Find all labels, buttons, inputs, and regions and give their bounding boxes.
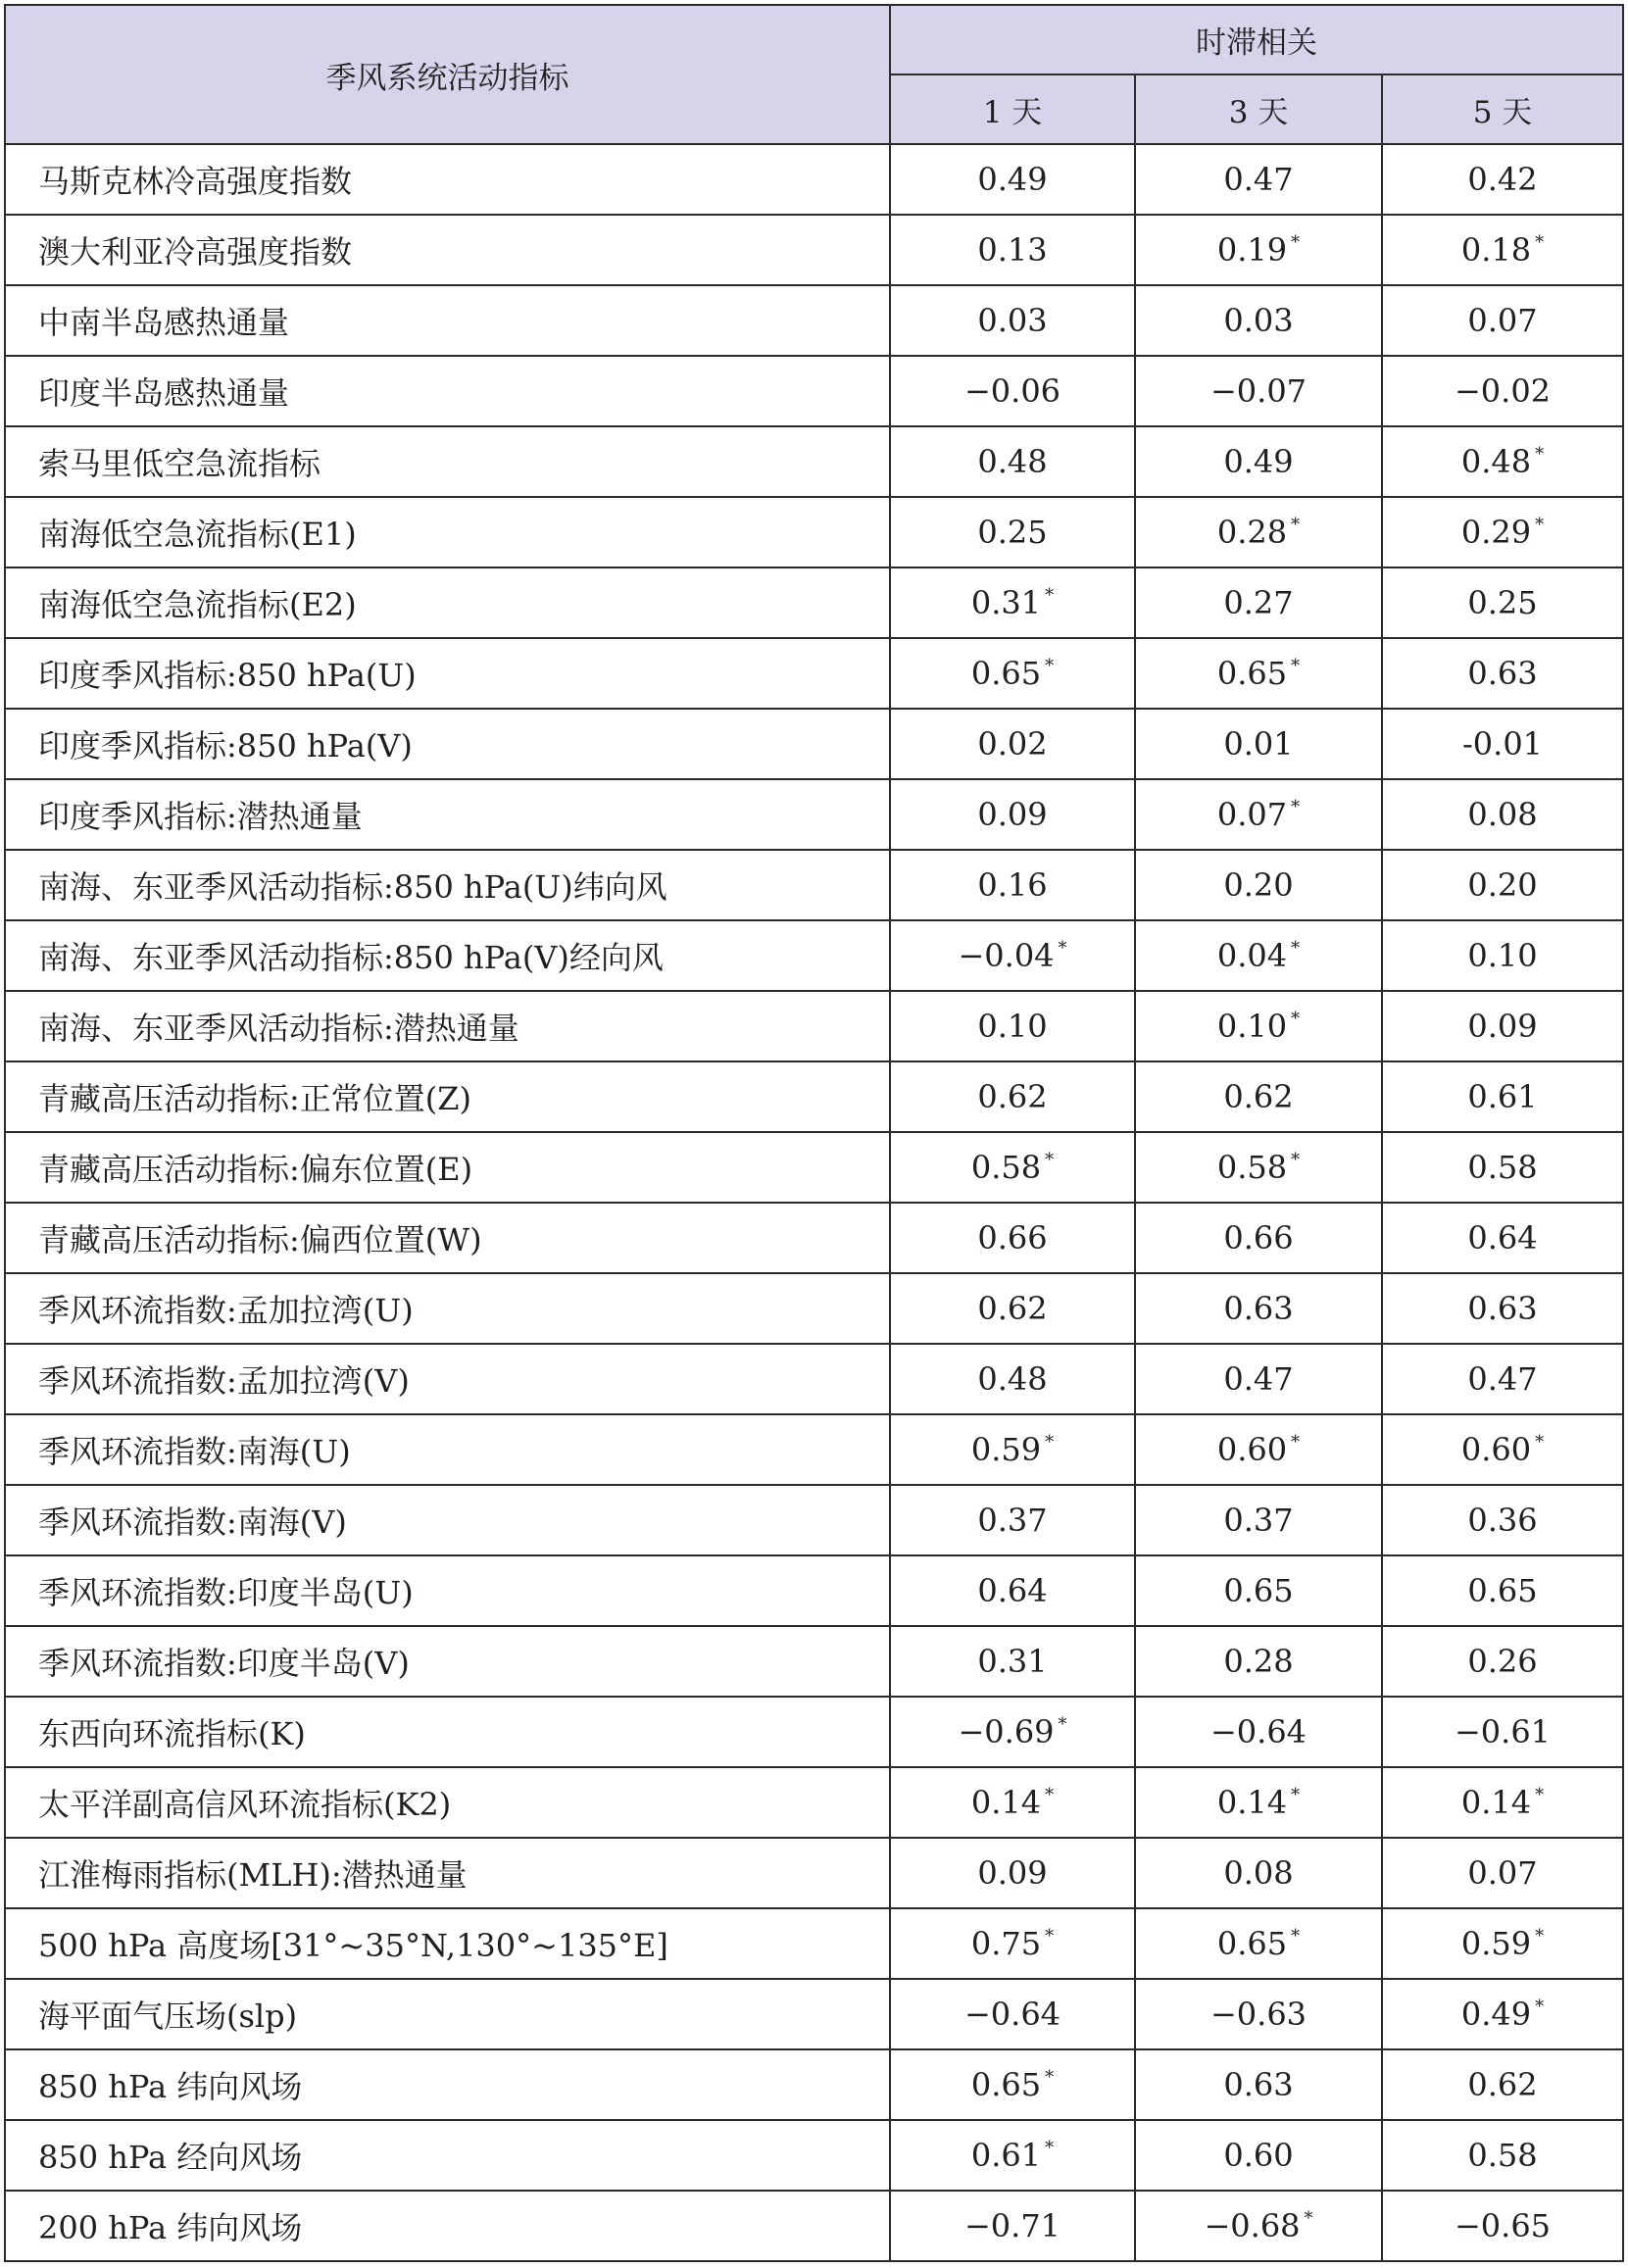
indicator-label: 南海低空急流指标(E2) bbox=[5, 567, 890, 638]
indicator-label: 季风环流指数:印度半岛(V) bbox=[5, 1626, 890, 1697]
correlation-value: −0.02 bbox=[1454, 372, 1552, 410]
indicator-label: 500 hPa 高度场[31°~35°N,130°~135°E] bbox=[5, 1908, 890, 1979]
correlation-cell bbox=[890, 2049, 1135, 2120]
correlation-value: 0.28 bbox=[1216, 514, 1288, 551]
correlation-cell bbox=[890, 709, 1135, 779]
correlation-cell bbox=[1135, 2191, 1382, 2261]
correlation-cell bbox=[890, 497, 1135, 567]
correlation-value: 0.09 bbox=[977, 1854, 1048, 1892]
indicator-label: 季风环流指数:印度半岛(U) bbox=[5, 1555, 890, 1626]
correlation-value: 0.47 bbox=[1223, 1360, 1294, 1398]
lag-group-header: 时滞相关 bbox=[890, 5, 1623, 74]
table-row bbox=[5, 2049, 1623, 2120]
correlation-cell bbox=[1135, 638, 1382, 709]
correlation-cell bbox=[1382, 426, 1623, 497]
indicator-label: 澳大利亚冷高强度指数 bbox=[5, 215, 890, 285]
correlation-cell bbox=[890, 1273, 1135, 1344]
correlation-cell bbox=[1135, 2049, 1382, 2120]
significance-marker: * bbox=[1045, 2067, 1055, 2088]
correlation-value: 0.58 bbox=[1467, 2137, 1538, 2174]
correlation-cell bbox=[1135, 497, 1382, 567]
indicator-label: 印度半岛感热通量 bbox=[5, 356, 890, 426]
correlation-cell bbox=[1135, 850, 1382, 920]
correlation-cell bbox=[1382, 638, 1623, 709]
correlation-value: −0.68 bbox=[1204, 2207, 1301, 2244]
correlation-cell bbox=[1382, 1626, 1623, 1697]
correlation-value: 0.75 bbox=[970, 1925, 1042, 1962]
correlation-value: 0.19 bbox=[1216, 231, 1288, 269]
table-row bbox=[5, 638, 1623, 709]
correlation-cell bbox=[1382, 1414, 1623, 1485]
correlation-cell bbox=[1382, 1132, 1623, 1203]
correlation-cell bbox=[1382, 285, 1623, 356]
indicator-label: 南海、东亚季风活动指标:850 hPa(V)经向风 bbox=[5, 920, 890, 991]
correlation-value: 0.10 bbox=[1467, 937, 1538, 974]
table-row bbox=[5, 850, 1623, 920]
significance-marker: * bbox=[1291, 1785, 1301, 1805]
significance-marker: * bbox=[1291, 1432, 1301, 1453]
indicator-column-header: 季风系统活动指标 bbox=[5, 5, 890, 144]
correlation-value: 0.64 bbox=[1467, 1219, 1538, 1257]
correlation-cell bbox=[890, 1061, 1135, 1132]
correlation-value: 0.49 bbox=[1460, 1996, 1532, 2033]
correlation-cell bbox=[1135, 1485, 1382, 1555]
correlation-cell bbox=[890, 1485, 1135, 1555]
correlation-value: 0.63 bbox=[1223, 1290, 1294, 1327]
correlation-value: 0.49 bbox=[977, 161, 1048, 198]
significance-marker: * bbox=[1045, 656, 1055, 676]
correlation-cell bbox=[1382, 1979, 1623, 2049]
indicator-label: 马斯克林冷高强度指数 bbox=[5, 144, 890, 215]
correlation-cell bbox=[1135, 356, 1382, 426]
correlation-value: 0.47 bbox=[1223, 161, 1294, 198]
correlation-value: 0.58 bbox=[970, 1149, 1042, 1186]
correlation-cell bbox=[890, 1767, 1135, 1838]
correlation-cell bbox=[1135, 144, 1382, 215]
correlation-value: 0.25 bbox=[1467, 584, 1538, 621]
indicator-label: 江淮梅雨指标(MLH):潜热通量 bbox=[5, 1838, 890, 1908]
correlation-cell bbox=[1382, 1203, 1623, 1273]
correlation-cell bbox=[1135, 920, 1382, 991]
correlation-cell bbox=[890, 1697, 1135, 1767]
correlation-cell bbox=[1382, 567, 1623, 638]
indicator-label: 850 hPa 纬向风场 bbox=[5, 2049, 890, 2120]
correlation-cell bbox=[1382, 850, 1623, 920]
significance-marker: * bbox=[1535, 232, 1545, 253]
table-row bbox=[5, 1414, 1623, 1485]
lag-3-day-header: 3 天 bbox=[1135, 74, 1382, 144]
correlation-cell bbox=[890, 1414, 1135, 1485]
correlation-cell bbox=[890, 285, 1135, 356]
correlation-value: 0.60 bbox=[1223, 2137, 1294, 2174]
correlation-value: 0.31 bbox=[977, 1643, 1048, 1680]
correlation-value: 0.64 bbox=[977, 1572, 1048, 1609]
significance-marker: * bbox=[1291, 797, 1301, 817]
significance-marker: * bbox=[1045, 2138, 1055, 2158]
significance-marker: * bbox=[1535, 1997, 1545, 2017]
correlation-value: −0.65 bbox=[1454, 2207, 1552, 2244]
table-row bbox=[5, 1697, 1623, 1767]
indicator-label: 青藏高压活动指标:偏东位置(E) bbox=[5, 1132, 890, 1203]
correlation-cell bbox=[1382, 215, 1623, 285]
indicator-label: 青藏高压活动指标:正常位置(Z) bbox=[5, 1061, 890, 1132]
correlation-value: 0.09 bbox=[1467, 1008, 1538, 1045]
correlation-value: 0.48 bbox=[977, 1360, 1048, 1398]
correlation-value: 0.66 bbox=[977, 1219, 1048, 1257]
correlation-value: 0.16 bbox=[977, 866, 1048, 904]
significance-marker: * bbox=[1304, 2208, 1313, 2229]
significance-marker: * bbox=[1291, 938, 1301, 959]
indicator-label: 季风环流指数:孟加拉湾(V) bbox=[5, 1344, 890, 1414]
table-row bbox=[5, 2120, 1623, 2191]
correlation-cell bbox=[1135, 426, 1382, 497]
table-header bbox=[5, 5, 1623, 144]
table-row bbox=[5, 1061, 1623, 1132]
correlation-value: 0.20 bbox=[1223, 866, 1294, 904]
correlation-cell bbox=[1135, 1555, 1382, 1626]
significance-marker: * bbox=[1291, 1009, 1301, 1029]
correlation-cell bbox=[1135, 1908, 1382, 1979]
correlation-cell bbox=[890, 1908, 1135, 1979]
correlation-cell bbox=[1382, 1767, 1623, 1838]
table-body bbox=[5, 144, 1623, 2261]
table-row bbox=[5, 356, 1623, 426]
significance-marker: * bbox=[1045, 1150, 1055, 1170]
correlation-cell bbox=[1382, 920, 1623, 991]
table-row bbox=[5, 779, 1623, 850]
table-row bbox=[5, 1838, 1623, 1908]
table-row bbox=[5, 1203, 1623, 1273]
table-row bbox=[5, 144, 1623, 215]
correlation-cell bbox=[890, 144, 1135, 215]
indicator-label: 印度季风指标:850 hPa(U) bbox=[5, 638, 890, 709]
correlation-value: 0.65 bbox=[1216, 1925, 1288, 1962]
correlation-value: 0.66 bbox=[1223, 1219, 1294, 1257]
correlation-value: 0.62 bbox=[977, 1078, 1048, 1115]
correlation-cell bbox=[890, 991, 1135, 1061]
correlation-value: 0.29 bbox=[1460, 514, 1532, 551]
correlation-cell bbox=[890, 1203, 1135, 1273]
significance-marker: * bbox=[1045, 1432, 1055, 1453]
correlation-value: 0.59 bbox=[970, 1431, 1042, 1468]
indicator-label: 太平洋副高信风环流指标(K2) bbox=[5, 1767, 890, 1838]
table-row bbox=[5, 1344, 1623, 1414]
correlation-value: 0.07 bbox=[1467, 1854, 1538, 1892]
correlation-cell bbox=[1382, 2120, 1623, 2191]
correlation-cell bbox=[1382, 2191, 1623, 2261]
correlation-value: 0.09 bbox=[977, 796, 1048, 833]
table-row bbox=[5, 567, 1623, 638]
correlation-cell bbox=[1135, 2120, 1382, 2191]
correlation-value: 0.47 bbox=[1467, 1360, 1538, 1398]
correlation-cell bbox=[890, 1344, 1135, 1414]
correlation-cell bbox=[890, 1132, 1135, 1203]
correlation-value: 0.37 bbox=[977, 1502, 1048, 1539]
correlation-value: 0.10 bbox=[977, 1008, 1048, 1045]
correlation-cell bbox=[890, 1626, 1135, 1697]
table-row bbox=[5, 426, 1623, 497]
correlation-value: 0.07 bbox=[1216, 796, 1288, 833]
correlation-value: 0.08 bbox=[1467, 796, 1538, 833]
significance-marker: * bbox=[1291, 515, 1301, 535]
correlation-value: 0.02 bbox=[977, 725, 1048, 763]
correlation-value: 0.63 bbox=[1467, 1290, 1538, 1327]
indicator-label: 索马里低空急流指标 bbox=[5, 426, 890, 497]
correlation-cell bbox=[1382, 144, 1623, 215]
correlation-value: 0.60 bbox=[1216, 1431, 1288, 1468]
correlation-value: 0.62 bbox=[1467, 2066, 1538, 2103]
correlation-cell bbox=[1382, 1273, 1623, 1344]
correlation-value: 0.63 bbox=[1223, 2066, 1294, 2103]
table-row bbox=[5, 1908, 1623, 1979]
correlation-cell bbox=[890, 1555, 1135, 1626]
correlation-value: 0.01 bbox=[1223, 725, 1294, 763]
significance-marker: * bbox=[1058, 938, 1067, 959]
significance-marker: * bbox=[1535, 1432, 1545, 1453]
correlation-value: −0.71 bbox=[963, 2207, 1061, 2244]
correlation-cell bbox=[1135, 709, 1382, 779]
correlation-value: −0.06 bbox=[963, 372, 1061, 410]
correlation-value: 0.58 bbox=[1216, 1149, 1288, 1186]
correlation-value: 0.61 bbox=[970, 2137, 1042, 2174]
correlation-cell bbox=[890, 215, 1135, 285]
correlation-cell bbox=[1135, 1344, 1382, 1414]
indicator-label: 印度季风指标:潜热通量 bbox=[5, 779, 890, 850]
correlation-value: 0.42 bbox=[1467, 161, 1538, 198]
correlation-value: 0.61 bbox=[1467, 1078, 1538, 1115]
correlation-value: −0.69 bbox=[958, 1713, 1055, 1750]
indicator-label: 南海低空急流指标(E1) bbox=[5, 497, 890, 567]
correlation-value: 0.65 bbox=[1216, 655, 1288, 692]
correlation-cell bbox=[1135, 1273, 1382, 1344]
correlation-cell bbox=[1382, 1344, 1623, 1414]
correlation-cell bbox=[1382, 2049, 1623, 2120]
correlation-cell bbox=[890, 426, 1135, 497]
significance-marker: * bbox=[1291, 1150, 1301, 1170]
correlation-cell bbox=[1135, 1132, 1382, 1203]
lag-1-day-header: 1 天 bbox=[890, 74, 1135, 144]
table-row bbox=[5, 1626, 1623, 1697]
table-row bbox=[5, 709, 1623, 779]
significance-marker: * bbox=[1291, 656, 1301, 676]
significance-marker: * bbox=[1535, 444, 1545, 465]
correlation-value: 0.49 bbox=[1223, 443, 1294, 480]
table-row bbox=[5, 1485, 1623, 1555]
correlation-value: 0.65 bbox=[1467, 1572, 1538, 1609]
correlation-value: 0.14 bbox=[1460, 1784, 1532, 1821]
table-row bbox=[5, 1555, 1623, 1626]
correlation-cell bbox=[890, 356, 1135, 426]
correlation-cell bbox=[1382, 779, 1623, 850]
correlation-cell bbox=[1135, 567, 1382, 638]
correlation-value: 0.03 bbox=[977, 302, 1048, 339]
significance-marker: * bbox=[1535, 515, 1545, 535]
indicator-label: 东西向环流指标(K) bbox=[5, 1697, 890, 1767]
correlation-value: 0.65 bbox=[1223, 1572, 1294, 1609]
correlation-value: 0.62 bbox=[977, 1290, 1048, 1327]
significance-marker: * bbox=[1045, 1785, 1055, 1805]
correlation-cell bbox=[890, 920, 1135, 991]
correlation-value: 0.13 bbox=[977, 231, 1048, 269]
table-row bbox=[5, 1979, 1623, 2049]
correlation-value: 0.36 bbox=[1467, 1502, 1538, 1539]
correlation-value: 0.07 bbox=[1467, 302, 1538, 339]
table-row bbox=[5, 1273, 1623, 1344]
significance-marker: * bbox=[1291, 1926, 1301, 1947]
table-row bbox=[5, 285, 1623, 356]
correlation-cell bbox=[890, 638, 1135, 709]
significance-marker: * bbox=[1045, 1926, 1055, 1947]
correlation-value: −0.63 bbox=[1209, 1996, 1307, 2033]
correlation-value: 0.48 bbox=[1460, 443, 1532, 480]
correlation-cell bbox=[1135, 1626, 1382, 1697]
correlation-cell bbox=[1382, 991, 1623, 1061]
correlation-value: 0.65 bbox=[970, 2066, 1042, 2103]
correlation-value: 0.62 bbox=[1223, 1078, 1294, 1115]
correlation-cell bbox=[1135, 1061, 1382, 1132]
correlation-cell bbox=[1382, 1485, 1623, 1555]
significance-marker: * bbox=[1291, 232, 1301, 253]
correlation-cell bbox=[890, 1979, 1135, 2049]
correlation-value: 0.25 bbox=[977, 514, 1048, 551]
table-row bbox=[5, 497, 1623, 567]
correlation-cell bbox=[890, 2191, 1135, 2261]
indicator-label: 海平面气压场(slp) bbox=[5, 1979, 890, 2049]
table-row bbox=[5, 991, 1623, 1061]
correlation-value: 0.28 bbox=[1223, 1643, 1294, 1680]
correlation-cell bbox=[1135, 779, 1382, 850]
correlation-cell bbox=[1382, 1061, 1623, 1132]
lag-5-day-header: 5 天 bbox=[1382, 74, 1623, 144]
correlation-cell bbox=[1382, 497, 1623, 567]
correlation-value: 0.03 bbox=[1223, 302, 1294, 339]
correlation-value: 0.63 bbox=[1467, 655, 1538, 692]
correlation-value: −0.64 bbox=[963, 1996, 1061, 2033]
table-row bbox=[5, 2191, 1623, 2261]
indicator-label: 南海、东亚季风活动指标:潜热通量 bbox=[5, 991, 890, 1061]
correlation-cell bbox=[1135, 285, 1382, 356]
correlation-cell bbox=[1382, 1697, 1623, 1767]
correlation-cell bbox=[1135, 1838, 1382, 1908]
correlation-cell bbox=[1382, 1838, 1623, 1908]
correlation-cell bbox=[1382, 356, 1623, 426]
indicator-label: 南海、东亚季风活动指标:850 hPa(U)纬向风 bbox=[5, 850, 890, 920]
indicator-label: 季风环流指数:南海(V) bbox=[5, 1485, 890, 1555]
correlation-value: −0.04 bbox=[958, 937, 1055, 974]
correlation-value: -0.01 bbox=[1461, 725, 1544, 763]
correlation-value: 0.59 bbox=[1460, 1925, 1532, 1962]
significance-marker: * bbox=[1058, 1714, 1067, 1735]
correlation-value: 0.08 bbox=[1223, 1854, 1294, 1892]
correlation-cell bbox=[1135, 1979, 1382, 2049]
correlation-cell bbox=[890, 567, 1135, 638]
correlation-value: −0.07 bbox=[1209, 372, 1307, 410]
table-row bbox=[5, 1767, 1623, 1838]
correlation-cell bbox=[1135, 1414, 1382, 1485]
correlation-value: 0.10 bbox=[1216, 1008, 1288, 1045]
correlation-cell bbox=[1135, 1767, 1382, 1838]
correlation-value: −0.61 bbox=[1454, 1713, 1552, 1750]
correlation-value: 0.27 bbox=[1223, 584, 1294, 621]
correlation-cell bbox=[1135, 215, 1382, 285]
correlation-value: 0.37 bbox=[1223, 1502, 1294, 1539]
correlation-cell bbox=[1382, 1555, 1623, 1626]
correlation-value: 0.31 bbox=[970, 584, 1042, 621]
correlation-cell bbox=[1135, 1203, 1382, 1273]
correlation-value: 0.60 bbox=[1460, 1431, 1532, 1468]
correlation-cell bbox=[890, 779, 1135, 850]
indicator-label: 季风环流指数:孟加拉湾(U) bbox=[5, 1273, 890, 1344]
table-row bbox=[5, 1132, 1623, 1203]
correlation-cell bbox=[890, 850, 1135, 920]
correlation-cell bbox=[890, 1838, 1135, 1908]
correlation-cell bbox=[890, 2120, 1135, 2191]
correlation-cell bbox=[1135, 1697, 1382, 1767]
correlation-value: 0.18 bbox=[1460, 231, 1532, 269]
correlation-value: 0.65 bbox=[970, 655, 1042, 692]
indicator-label: 850 hPa 经向风场 bbox=[5, 2120, 890, 2191]
indicator-label: 印度季风指标:850 hPa(V) bbox=[5, 709, 890, 779]
correlation-cell bbox=[1135, 991, 1382, 1061]
indicator-label: 200 hPa 纬向风场 bbox=[5, 2191, 890, 2261]
correlation-cell bbox=[1382, 1908, 1623, 1979]
correlation-value: 0.04 bbox=[1216, 937, 1288, 974]
indicator-label: 青藏高压活动指标:偏西位置(W) bbox=[5, 1203, 890, 1273]
significance-marker: * bbox=[1045, 585, 1055, 606]
correlation-value: 0.14 bbox=[1216, 1784, 1288, 1821]
correlation-value: −0.64 bbox=[1209, 1713, 1307, 1750]
correlation-cell bbox=[1382, 709, 1623, 779]
correlation-value: 0.48 bbox=[977, 443, 1048, 480]
significance-marker: * bbox=[1535, 1926, 1545, 1947]
table-row bbox=[5, 920, 1623, 991]
indicator-label: 季风环流指数:南海(U) bbox=[5, 1414, 890, 1485]
correlation-value: 0.14 bbox=[970, 1784, 1042, 1821]
lag-correlation-table bbox=[4, 4, 1624, 2262]
correlation-value: 0.20 bbox=[1467, 866, 1538, 904]
table-row bbox=[5, 215, 1623, 285]
correlation-value: 0.26 bbox=[1467, 1643, 1538, 1680]
indicator-label: 中南半岛感热通量 bbox=[5, 285, 890, 356]
correlation-value: 0.58 bbox=[1467, 1149, 1538, 1186]
significance-marker: * bbox=[1535, 1785, 1545, 1805]
